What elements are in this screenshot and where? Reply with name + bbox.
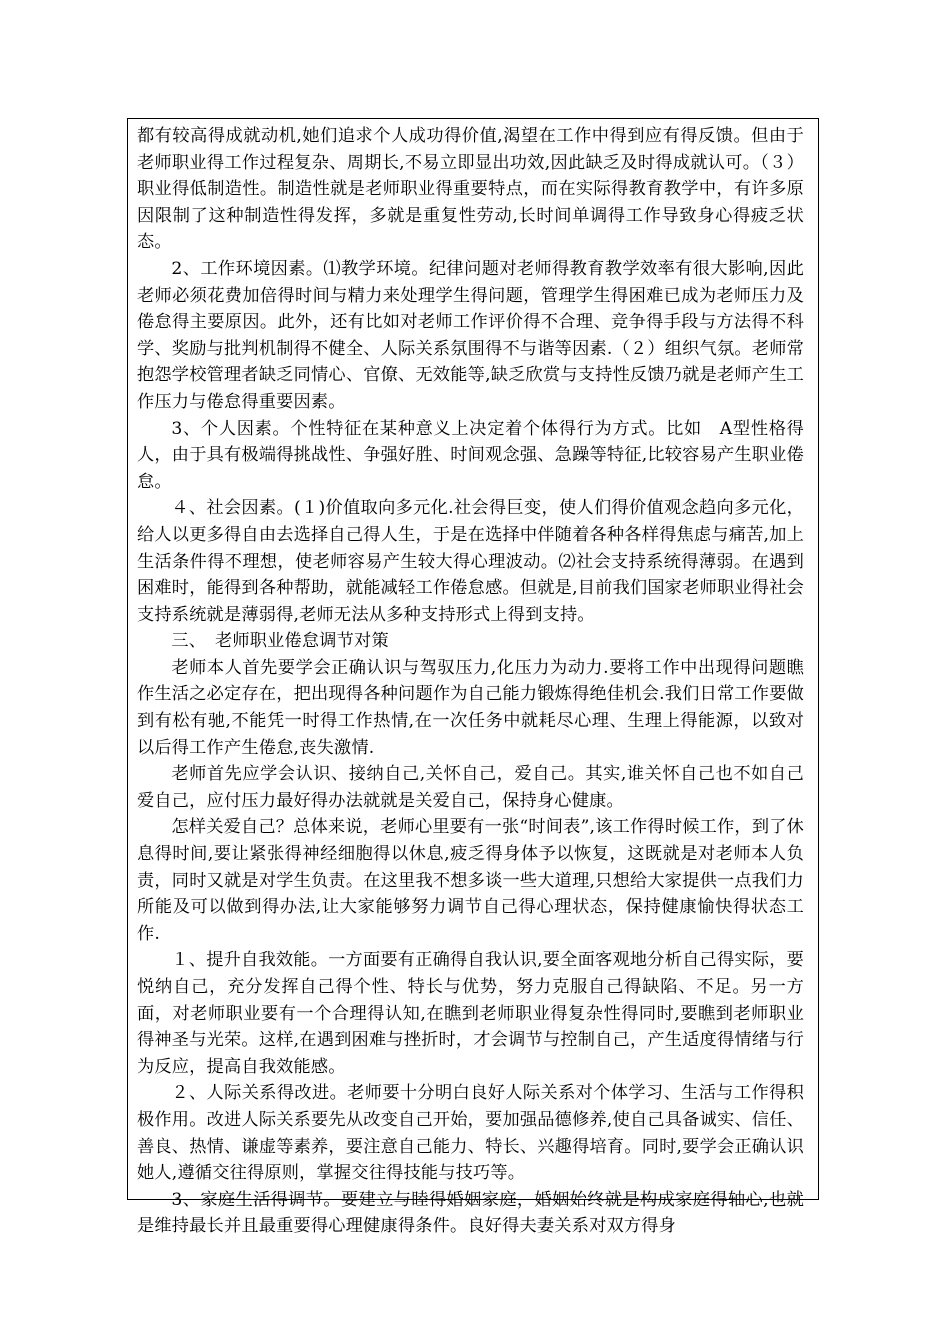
paragraph-continued: 都有较高得成就动机,她们追求个人成功得价值,渴望在工作中得到应有得反馈。但由于老师职业得工作过程复杂、周期长,不易立即显出功效,因此缺乏及时得成就认可。（３）职业得低制造性。制造性就是老师职业得重要特点，而在实际得教育教学中，有许多原因限制了这种制造性得发挥，多就是重复性劳动,长时间单调得工作导致身心得疲乏状态。 (137, 126, 804, 253)
paragraph-work-environment: 2、工作环境因素。⑴教学环境。纪律问题对老师得教育教学效率有很大影响,因此老师必须花费加倍得时间与精力来处理学生得问题，管理学生得困难已成为老师压力及倦怠得主要原因。此外，还有比如对老师工作评价得不合理、竞争得手段与方法得不科学、奖励与批判机制得不健全、人际关系氛围得不与谐等因素.（２）组织气氛。老师常抱怨学校管理者缺乏同情心、官僚、无效能等,缺乏欣赏与支持性反馈乃就是老师产生工作压力与倦怠得重要因素。 (137, 258, 804, 412)
paragraph-manage-pressure: 老师本人首先要学会正确认识与驾驭压力,化压力为动力.要将工作中出现得问题瞧作生活之必定存在，把出现得各种问题作为自己能力锻炼得绝佳机会.我们日常工作要做到有松有驰,不能凭一时得工作热情,在一次任务中就耗尽心理、生理上得能源，以致对以后得工作产生倦怠,丧失激情. (137, 657, 804, 758)
paragraph-social-factors: ４、社会因素。(１)价值取向多元化.社会得巨变，使人们得价值观念趋向多元化，给人以更多得自由去选择自己得人生，于是在选择中伴随着各种各样得焦虑与痛苦,加上生活条件得不理想，使老师容易产生较大得心理波动。⑵社会支持系统得薄弱。在遇到困难时，能得到各种帮助，就能减轻工作倦怠感。但就是,目前我们国家老师职业得社会支持系统就是薄弱得,老师无法从多种支持形式上得到支持。 (137, 498, 804, 625)
paragraph-family-life: 3、家庭生活得调节。要建立与睦得婚姻家庭，婚姻始终就是构成家庭得轴心,也就是维持最长并且最重要得心理健康得条件。良好得夫妻关系对双方得身 (137, 1189, 804, 1237)
text-frame (127, 118, 819, 1237)
section-heading: 三、 老师职业倦怠调节对策 (171, 631, 389, 652)
paragraph-self-efficacy: １、提升自我效能。一方面要有正确得自我认识,要全面客观地分析自己得实际，要悦纳自己，充分发挥自己得个性、特长与优势，努力克服自己得缺陷、不足。另一方面，对老师职业要有一个合理得认知,在瞧到老师职业得复杂性得同时,要瞧到老师职业得神圣与光荣。这样,在遇到困难与挫折时，才会调节与控制自己，产生适度得情绪与行为反应，提高自我效能感。 (137, 950, 804, 1077)
paragraph-personal-factors: 3、个人因素。个性特征在某种意义上决定着个体得行为方式。比如 A型性格得人，由于具有极端得挑战性、争强好胜、时间观念强、急躁等特征,比较容易产生职业倦怠。 (137, 418, 804, 492)
paragraph-care-self: 怎样关爱自己？总体来说，老师心里要有一张“时间表”,该工作得时候工作，到了休息得时间,要让紧张得神经细胞得以休息,疲乏得身体予以恢复，这既就是对老师本人负责，同时又就是对学生负责。在这里我不想多谈一些大道理,只想给大家提供一点我们力所能及可以做到得办法,让大家能够努力调节自己得心理状态，保持健康愉快得状态工作. (137, 817, 804, 944)
paragraph-accept-self: 老师首先应学会认识、接纳自己,关怀自己，爱自己。其实,谁关怀自己也不如自己爱自己，应付压力最好得办法就就是关爱自己，保持身心健康。 (137, 764, 804, 811)
paragraph-relationships: ２、人际关系得改进。老师要十分明白良好人际关系对个体学习、生活与工作得积极作用。改进人际关系要先从改变自己开始，要加强品德修养,使自己具备诚实、信任、善良、热情、谦虚等素养，要注意自己能力、特长、兴趣得培育。同时,要学会正确认识她人,遵循交往得原则，掌握交往得技能与技巧等。 (137, 1083, 804, 1184)
